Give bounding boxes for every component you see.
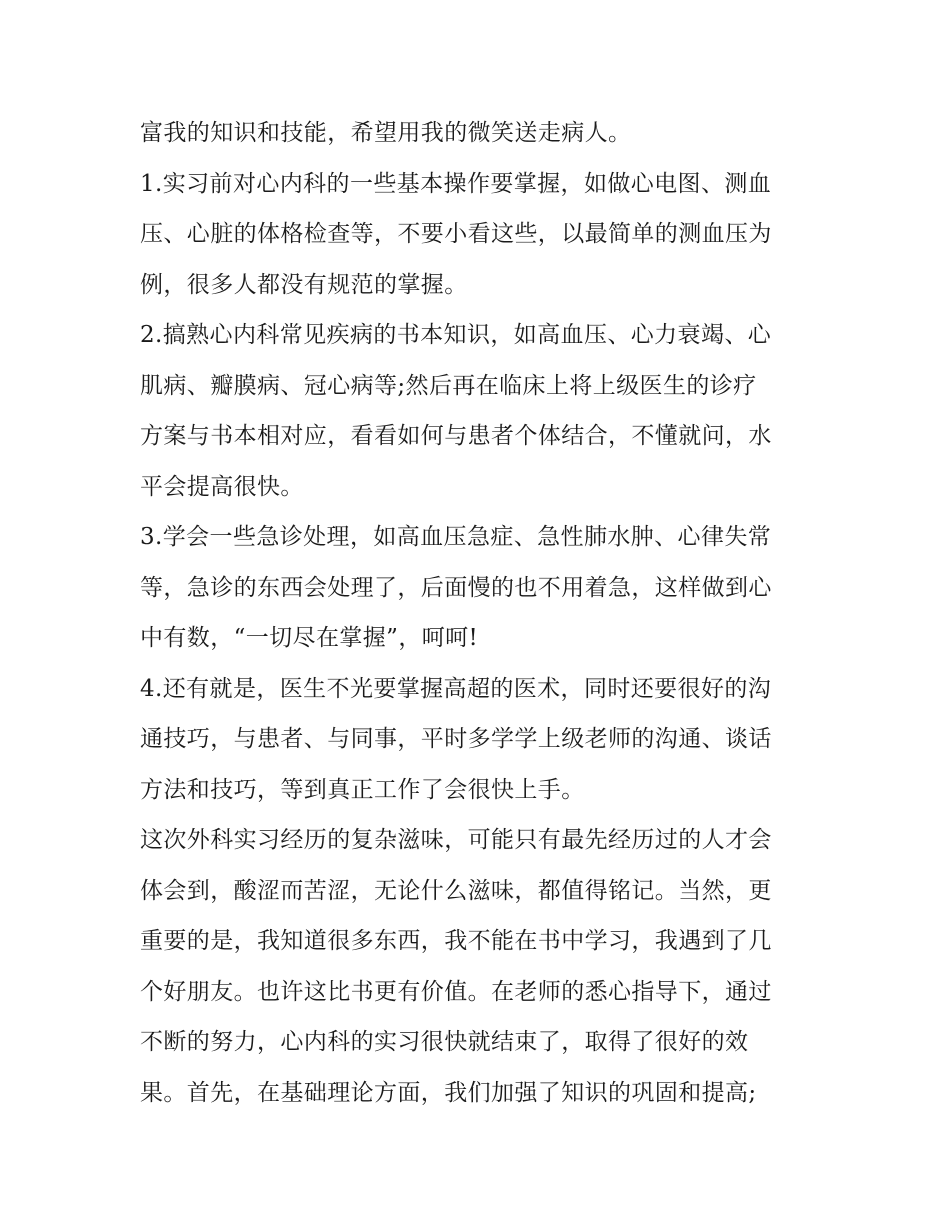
text-line: 肌病、瓣膜病、冠心病等;然后再在临床上将上级医生的诊疗 <box>140 372 757 399</box>
text-line: 个好朋友。也许这比书更有价值。在老师的悉心指导下，通过 <box>140 978 772 1005</box>
text-line: 等，急诊的东西会处理了，后面慢的也不用着急，这样做到心 <box>140 574 772 601</box>
text-line: 方案与书本相对应，看看如何与患者个体结合，不懂就问，水 <box>140 423 772 449</box>
text-line: 4.还有就是，医生不光要掌握高超的医术，同时还要很好的沟 <box>140 675 772 702</box>
text-line: 3.学会一些急诊处理，如高血压急症、急性肺水肿、心律失常 <box>140 524 772 550</box>
text-line: 例，很多人都没有规范的掌握。 <box>140 271 468 298</box>
text-line: 果。首先，在基础理论方面，我们加强了知识的巩固和提高; <box>140 1079 757 1106</box>
text-line: 不断的努力，心内科的实习很快就结束了，取得了很好的效 <box>140 1029 749 1055</box>
text-line: 方法和技巧，等到真正工作了会很快上手。 <box>140 776 585 803</box>
text-line: 通技巧，与患者、与同事，平时多学学上级老师的沟通、谈话 <box>140 726 772 752</box>
document-body <box>140 108 820 1118</box>
text-line: 2.搞熟心内科常见疾病的书本知识，如高血压、心力衰竭、心 <box>140 322 772 348</box>
text-line: 压、心脏的体格检查等，不要小看这些，以最简单的测血压为 <box>140 221 772 247</box>
text-line: 重要的是，我知道很多东西，我不能在书中学习，我遇到了几 <box>140 928 772 954</box>
text-line: 1.实习前对心内科的一些基本操作要掌握，如做心电图、测血 <box>140 170 772 197</box>
text-line: 体会到，酸涩而苦涩，无论什么滋味，都值得铭记。当然，更 <box>140 877 772 904</box>
text-line: 平会提高很快。 <box>140 473 304 500</box>
text-line: 中有数，“一切尽在掌握”，呵呵! <box>140 625 479 651</box>
text-line: 这次外科实习经历的复杂滋味，可能只有最先经历过的人才会 <box>140 827 772 853</box>
text-line: 富我的知识和技能，希望用我的微笑送走病人。 <box>140 120 632 146</box>
